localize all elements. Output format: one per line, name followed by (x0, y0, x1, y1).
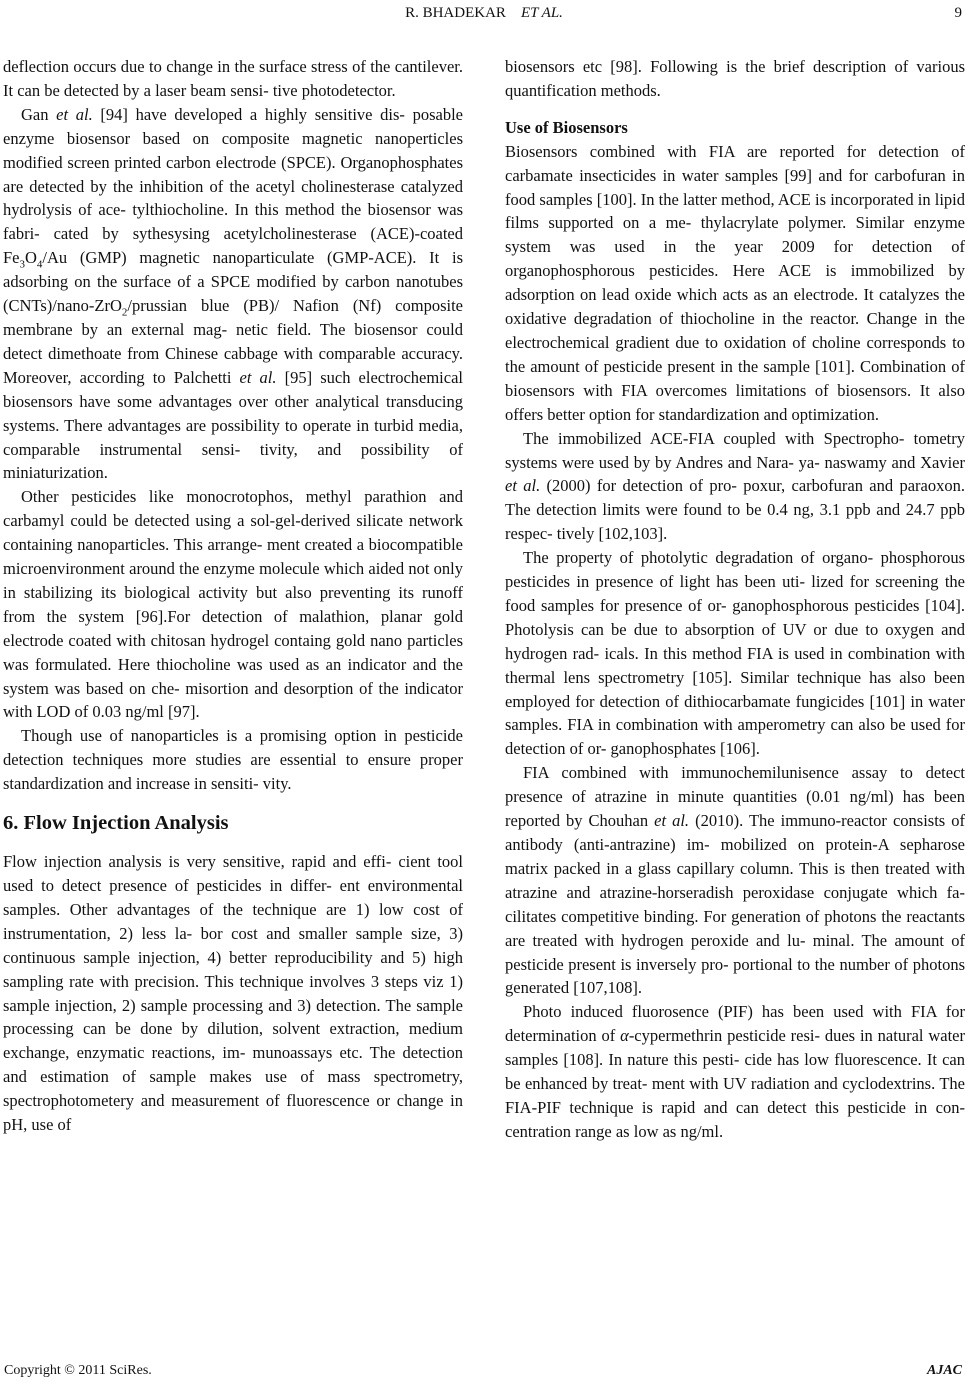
paragraph: Flow injection analysis is very sensitive, rapid and effi- cient tool used to detect presence of pesticides in differ- ent environmental samples. Other advantages of the technique are 1) low cost of instrumentation, 2) less la- bor cost and smaller sample size, 3) continuous sample injection, 4) better reproducibility and 5) high sampling rate with precision. This technique involves 3 steps viz 1) sample injection, 2) sample processing and 3) detection. The sample processing can be done by dilution, solvent extraction, medium exchange, enzymatic reactions, im- munoassays etc. The detection and estimation of sample makes use of mass spectrometry, spectrophotometery and measurement of fluorescence or change in pH, use of (3, 852, 463, 1135)
left-column (3, 55, 463, 1137)
journal-abbreviation: AJAC (926, 1363, 962, 1378)
paragraph: Biosensors combined with FIA are reported for detection of carbamate insecticides in water samples [99] and for carbofuran in food samples [100]. In the latter method, ACE is incorporated in lipid films supported on a me- thylacrylate polymer. Similar enzyme system was used in the year 2009 for detection of organophosphorous pesticides. Here ACE is immobilized by adsorption on lead oxide which acts as an electrode. It catalyzes the oxidative degradation of thiocholine in the reactor. Change in the electrochemical gradient due to oxidation of choline corresponds to the amount of pesticide present in the sample [101]. Combination of biosensors with FIA overcomes limitations of biosensors. It also offers better option for standardization and optimization. (505, 141, 965, 424)
paragraph: biosensors etc [98]. Following is the brief description of various quantification methods. (505, 57, 965, 100)
paragraph: deflection occurs due to change in the surface stress of the cantilever. It can be detected by a laser beam sensi- tive photodetector. (3, 57, 463, 100)
subsection-title: Use of Biosensors (505, 117, 628, 137)
page-header (0, 5, 968, 25)
paragraph: FIA combined with immunochemilunisence assay to detect presence of atrazine in minute quantities (0.01 ng/ml) has been reported by Chouhan et al. (2010). The immuno-reactor consists of antibody (anti-antrazine) im- mobilized on protein-A sepharose matrix packed in a glass capillary column. This is then treated with atrazine and atrazine-horseradish peroxidase conjugate which fa- cilitates competitive binding. For generation of photons the reactants are treated with hydrogen peroxide and lu- minal. The amount of pesticide present is inversely pro- portional to the number of photons generated [107,108]. (505, 763, 965, 998)
running-head (0, 5, 968, 22)
running-head-authors: R. BHADEKAR (405, 5, 506, 21)
paragraph: The property of photolytic degradation of organo- phosphorous pesticides in presence of light has been uti- lized for screening the food samples for presence of or- ganophosphorous pesticides [104]. Photolysis can be due to absorption of UV or due to oxygen and hydrogen rad- icals. In this method FIA is used in combination with thermal lens spectrometry [105]. Similar technique has also been employed for detection of dithiocarbamate fungicides [101] in water samples. FIA in combination with amperometry can also be used for detection of or- ganophosphates [106]. (505, 548, 965, 759)
page-number: 9 (954, 5, 962, 21)
paragraph: Other pesticides like monocrotophos, methyl parathion and carbamyl could be detected using a sol-gel-derived silicate network containing nanoparticles. This arrange- ment created a biocompatible microenvironment around the enzyme molecule which aided not only in stabilizing its biological activity but also preventing its runoff from the system [96].For detection of malathion, planar gold electrode coated with chitosan hydrogel containg gold nano particles was formulated. Here thiocholine was used as an indicator and the system was based on che- misortion and desorption of the indicator with LOD of 0.03 ng/ml [97]. (3, 487, 463, 722)
paragraph: Though use of nanoparticles is a promising option in pesticide detection techniques more studies are essential to ensure proper standardization and increase in sensiti- vity. (3, 726, 463, 794)
paragraph: Gan et al. [94] have developed a highly sensitive dis- posable enzyme biosensor based on composite magnetic nanoperticles modified screen printed carbon electrode (SPCE). Organophosphates are detected by the inhibition of the acetyl cholinesterase catalyzed hydrolysis of ace- tylthiocholine. In this method the biosensor was fabri- cated by sythesysing acetylcholinesterase (ACE)-coated $Fe_3O_4/Au$ (GMP) magnetic nanoparticulate (GMP-ACE). It is adsorbing on the surface of a SPCE modified by carbon nanotubes (CNTs)/nano-ZrO$_2$/prussian blue (PB)/ Nafion (Nf) composite membrane by an external mag- netic field. The biosensor could detect dimethoate from Chinese cabbage with comparable accuracy. Moreover, according to Palchetti et al. [95] such electrochemical biosensors have some advantages over other analytical transducing systems. There advantages are possibility to operate in turbid media, comparable instrumental sensi- tivity, and possibility of miniaturization. (3, 104, 463, 483)
right-column (505, 55, 965, 1144)
running-head-etal: ET AL. (520, 5, 563, 21)
copyright-notice: Copyright © 2011 SciRes. (4, 1363, 152, 1378)
section-title: 6. Flow Injection Analysis (3, 812, 229, 835)
paragraph: The immobilized ACE-FIA coupled with Spectropho- tometry systems were used by by Andres and Nara- ya- naswamy and Xavier et al. (2000) for detection of pro- poxur, carbofuran and paraoxon. The detection limits were found to be 0.4 ng, 3.1 ppb and 24.7 ppb respec- tively [102,103]. (505, 428, 965, 544)
paragraph: Photo induced fluorosence (PIF) has been used with FIA for determination of α-cypermethrin pesticide resi- dues in natural water samples [108]. In nature this pesti- cide has low fluorescence. It can be enhanced by treat- ment with UV radiation and cyclodextrins. The FIA-PIF technique is rapid and can detect this pesticide in con- centration range as low as ng/ml. (505, 1002, 966, 1141)
